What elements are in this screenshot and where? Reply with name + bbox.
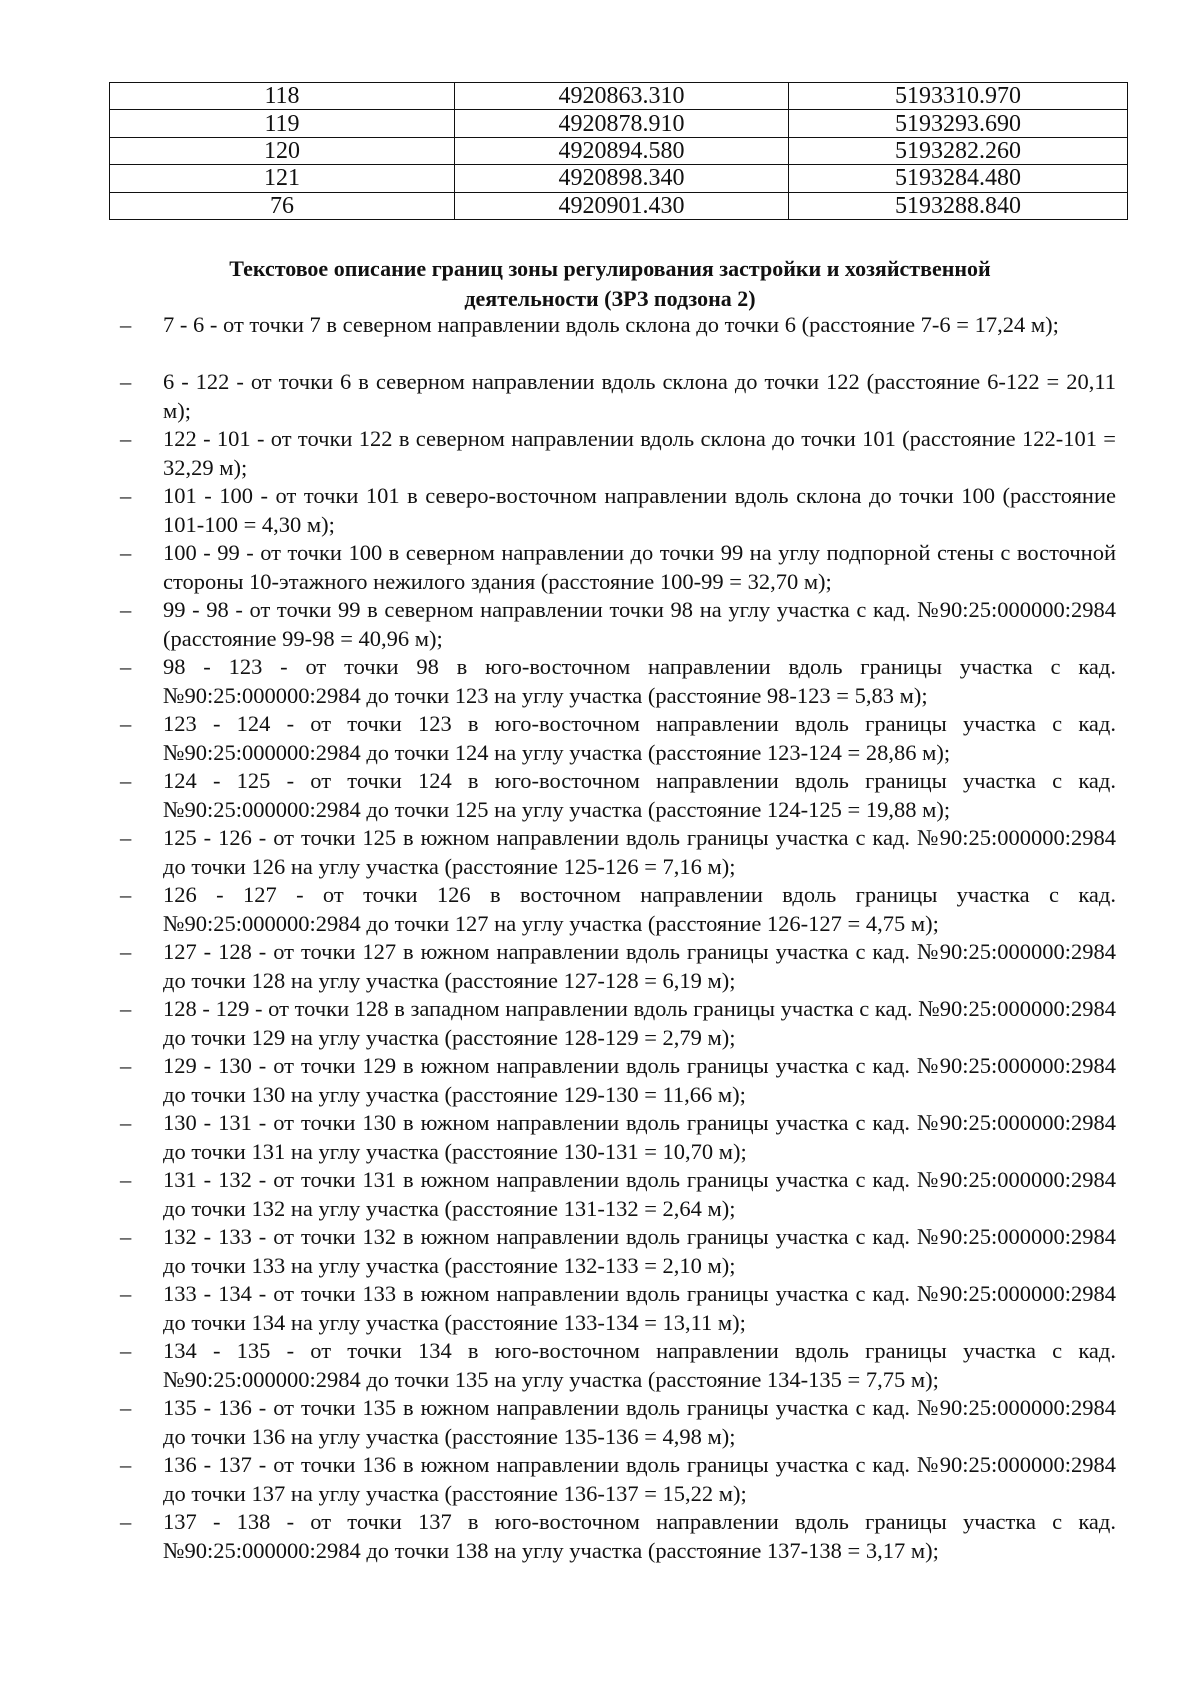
- dash-bullet: –: [120, 882, 132, 907]
- item-text: 122 - 101 - от точки 122 в северном направлении вдоль склона до точки 101 (расстояние 122-101 = 32,29 м);: [163, 426, 1116, 480]
- dash-bullet: –: [120, 540, 132, 565]
- list-item: [0, 425, 1116, 482]
- point-number-cell: 76: [110, 192, 455, 219]
- point-number-cell: 118: [110, 83, 455, 110]
- item-text: 134 - 135 - от точки 134 в юго-восточном направлении вдоль границы участка с кад. №90:25:000000:2984 до точки 135 на углу участка (расстояние 134-135 = 7,75 м);: [163, 1338, 1116, 1392]
- y-coordinate-cell: 5193310.970: [789, 83, 1128, 110]
- dash-bullet: –: [120, 825, 132, 850]
- list-item: [0, 311, 1116, 368]
- item-text: 98 - 123 - от точки 98 в юго-восточном направлении вдоль границы участка с кад. №90:25:000000:2984 до точки 123 на углу участка (расстояние 98-123 = 5,83 м);: [163, 654, 1116, 708]
- x-coordinate-cell: 4920894.580: [455, 137, 789, 164]
- list-item: [0, 1280, 1116, 1337]
- point-number-cell: 119: [110, 110, 455, 137]
- item-text: 130 - 131 - от точки 130 в южном направлении вдоль границы участка с кад. №90:25:000000:2984 до точки 131 на углу участка (расстояние 130-131 = 10,70 м);: [163, 1110, 1116, 1164]
- point-number-cell: 120: [110, 137, 455, 164]
- dash-bullet: –: [120, 1281, 132, 1306]
- list-item: [0, 938, 1116, 995]
- dash-bullet: –: [120, 1395, 132, 1420]
- table-row: [110, 165, 1128, 192]
- list-item: [0, 881, 1116, 938]
- list-item: [0, 824, 1116, 881]
- item-text: 129 - 130 - от точки 129 в южном направлении вдоль границы участка с кад. №90:25:000000:2984 до точки 130 на углу участка (расстояние 129-130 = 11,66 м);: [163, 1053, 1116, 1107]
- section-heading: [150, 254, 1070, 314]
- list-item: [0, 1052, 1116, 1109]
- list-item: [0, 1337, 1116, 1394]
- item-text: 137 - 138 - от точки 137 в юго-восточном направлении вдоль границы участка с кад. №90:25:000000:2984 до точки 138 на углу участка (расстояние 137-138 = 3,17 м);: [163, 1509, 1116, 1563]
- item-text: 7 - 6 - от точки 7 в северном направлении вдоль склона до точки 6 (расстояние 7-6 = 17,24 м);: [163, 312, 1059, 337]
- point-number-cell: 121: [110, 165, 455, 192]
- dash-bullet: –: [120, 1338, 132, 1363]
- y-coordinate-cell: 5193282.260: [789, 137, 1128, 164]
- dash-bullet: –: [120, 1110, 132, 1135]
- dash-bullet: –: [120, 768, 132, 793]
- heading-line-1: Текстовое описание границ зоны регулирования застройки и хозяйственной: [229, 256, 991, 281]
- dash-bullet: –: [120, 483, 132, 508]
- y-coordinate-cell: 5193293.690: [789, 110, 1128, 137]
- item-text: 132 - 133 - от точки 132 в южном направлении вдоль границы участка с кад. №90:25:000000:2984 до точки 133 на углу участка (расстояние 132-133 = 2,10 м);: [163, 1224, 1116, 1278]
- dash-bullet: –: [120, 1053, 132, 1078]
- item-text: 133 - 134 - от точки 133 в южном направлении вдоль границы участка с кад. №90:25:000000:2984 до точки 134 на углу участка (расстояние 133-134 = 13,11 м);: [163, 1281, 1116, 1335]
- list-item: [0, 1451, 1116, 1508]
- item-text: 101 - 100 - от точки 101 в северо-восточном направлении вдоль склона до точки 100 (расстояние 101-100 = 4,30 м);: [163, 483, 1116, 537]
- dash-bullet: –: [120, 1167, 132, 1192]
- table-row: [110, 137, 1128, 164]
- x-coordinate-cell: 4920878.910: [455, 110, 789, 137]
- item-text: 125 - 126 - от точки 125 в южном направлении вдоль границы участка с кад. №90:25:000000:2984 до точки 126 на углу участка (расстояние 125-126 = 7,16 м);: [163, 825, 1116, 879]
- dash-bullet: –: [120, 711, 132, 736]
- list-item: [0, 995, 1116, 1052]
- list-item: [0, 1223, 1116, 1280]
- dash-bullet: –: [120, 597, 132, 622]
- list-item: [0, 767, 1116, 824]
- item-text: 99 - 98 - от точки 99 в северном направлении точки 98 на углу участка с кад. №90:25:000000:2984 (расстояние 99-98 = 40,96 м);: [163, 597, 1116, 651]
- boundary-description-list: [0, 311, 1200, 1565]
- y-coordinate-cell: 5193288.840: [789, 192, 1128, 219]
- heading-line-2: деятельности (ЗРЗ подзона 2): [464, 286, 756, 311]
- item-text: 135 - 136 - от точки 135 в южном направлении вдоль границы участка с кад. №90:25:000000:2984 до точки 136 на углу участка (расстояние 135-136 = 4,98 м);: [163, 1395, 1116, 1449]
- list-item: [0, 653, 1116, 710]
- item-text: 127 - 128 - от точки 127 в южном направлении вдоль границы участка с кад. №90:25:000000:2984 до точки 128 на углу участка (расстояние 127-128 = 6,19 м);: [163, 939, 1116, 993]
- x-coordinate-cell: 4920863.310: [455, 83, 789, 110]
- table-row: [110, 83, 1128, 110]
- list-item: [0, 482, 1116, 539]
- list-item: [0, 368, 1116, 425]
- coordinates-table: [109, 82, 1128, 220]
- dash-bullet: –: [120, 312, 132, 337]
- list-item: [0, 596, 1116, 653]
- dash-bullet: –: [120, 939, 132, 964]
- item-text: 123 - 124 - от точки 123 в юго-восточном направлении вдоль границы участка с кад. №90:25:000000:2984 до точки 124 на углу участка (расстояние 123-124 = 28,86 м);: [163, 711, 1116, 765]
- list-item: [0, 539, 1116, 596]
- dash-bullet: –: [120, 1509, 132, 1534]
- item-text: 128 - 129 - от точки 128 в западном направлении вдоль границы участка с кад. №90:25:000000:2984 до точки 129 на углу участка (расстояние 128-129 = 2,79 м);: [163, 996, 1116, 1050]
- y-coordinate-cell: 5193284.480: [789, 165, 1128, 192]
- item-text: 6 - 122 - от точки 6 в северном направлении вдоль склона до точки 122 (расстояние 6-122 = 20,11 м);: [163, 369, 1116, 423]
- table-row: [110, 110, 1128, 137]
- item-text: 126 - 127 - от точки 126 в восточном направлении вдоль границы участка с кад. №90:25:000000:2984 до точки 127 на углу участка (расстояние 126-127 = 4,75 м);: [163, 882, 1116, 936]
- list-item: [0, 1166, 1116, 1223]
- item-text: 100 - 99 - от точки 100 в северном направлении до точки 99 на углу подпорной стены с восточной стороны 10-этажного нежилого здания (расстояние 100-99 = 32,70 м);: [163, 540, 1116, 594]
- dash-bullet: –: [120, 369, 132, 394]
- table-row: [110, 192, 1128, 219]
- list-item: [0, 1394, 1116, 1451]
- item-text: 124 - 125 - от точки 124 в юго-восточном направлении вдоль границы участка с кад. №90:25:000000:2984 до точки 125 на углу участка (расстояние 124-125 = 19,88 м);: [163, 768, 1116, 822]
- x-coordinate-cell: 4920898.340: [455, 165, 789, 192]
- dash-bullet: –: [120, 996, 132, 1021]
- dash-bullet: –: [120, 1224, 132, 1249]
- item-text: 136 - 137 - от точки 136 в южном направлении вдоль границы участка с кад. №90:25:000000:2984 до точки 137 на углу участка (расстояние 136-137 = 15,22 м);: [163, 1452, 1116, 1506]
- list-item: [0, 1109, 1116, 1166]
- list-item: [0, 710, 1116, 767]
- dash-bullet: –: [120, 426, 132, 451]
- dash-bullet: –: [120, 1452, 132, 1477]
- item-text: 131 - 132 - от точки 131 в южном направлении вдоль границы участка с кад. №90:25:000000:2984 до точки 132 на углу участка (расстояние 131-132 = 2,64 м);: [163, 1167, 1116, 1221]
- dash-bullet: –: [120, 654, 132, 679]
- list-item: [0, 1508, 1116, 1565]
- x-coordinate-cell: 4920901.430: [455, 192, 789, 219]
